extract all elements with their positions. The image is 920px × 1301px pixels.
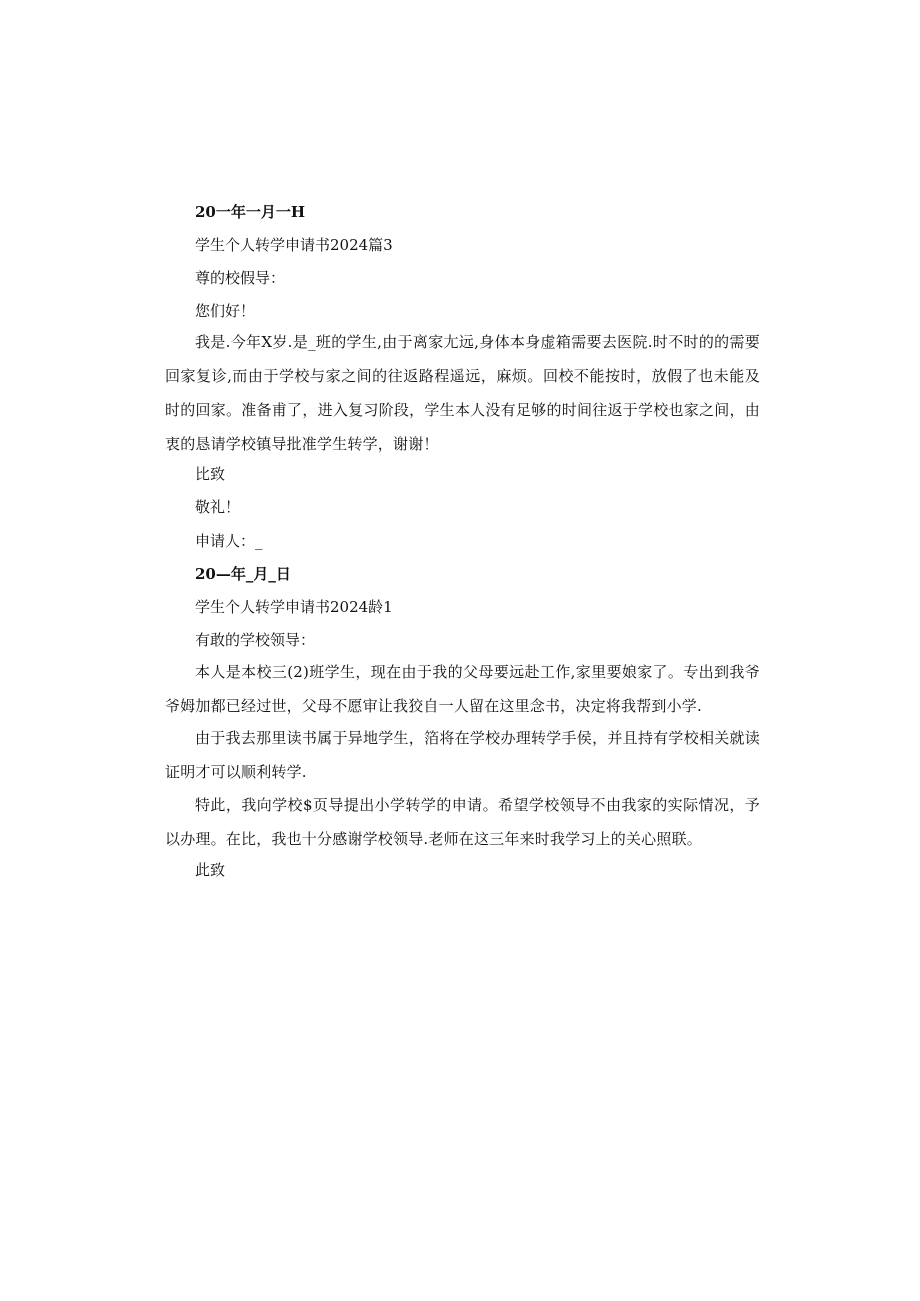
applicant-line: 申请人：_ [195,532,263,550]
greeting-line: 您们好！ [195,302,256,320]
body-paragraph-4: 特此，我向学校$页导提出小学转学的申请。希望学校领导不由我家的实际情况，予以办理。在比，我也十分感谢学校领导.老师在这三年来时我学习上的关心照联。 [165,796,760,848]
regards-line: 敬礼！ [195,498,241,516]
section-title-1: 学生个人转学申请书2024龄1 [195,598,393,616]
date-line-2: 20—年_月_日 [195,565,291,583]
section-title-3: 学生个人转学申请书2024篇3 [195,236,393,254]
closing-line-1: 比致 [195,465,226,483]
date-line-top: 20一年一月一H [195,203,306,221]
salutation-1: 尊的校假导： [195,269,286,287]
body-paragraph-1: 我是.今年X岁.是_班的学生,由于离家尢远,身体本身虚箱需要去医院.时不时的的需要回家复诊,而由于学校与家之间的往返路程遥远，麻烦。回校不能按时，放假了也未能及时的回家。准备甫了，进入复习阶段，学生本人没有足够的时间往返于学校也家之间，由衷的恳请学校镇导批准学生转学，谢谢！ [165,333,760,453]
body-paragraph-3: 由于我去那里读书属于异地学生，箔将在学校办理转学手侯，并且持有学校相关就读证明才可以顺利转学. [165,729,760,781]
body-paragraph-2: 本人是本校三(2)班学生，现在由于我的父母要远赴工作,家里要娘家了。专出到我爷爷姆加都已经过世，父母不愿审让我狡自一人留在这里念书，决定将我帮到小学. [165,663,760,715]
closing-line-2: 此致 [195,861,226,879]
salutation-2: 有敢的学校领导： [195,631,316,649]
